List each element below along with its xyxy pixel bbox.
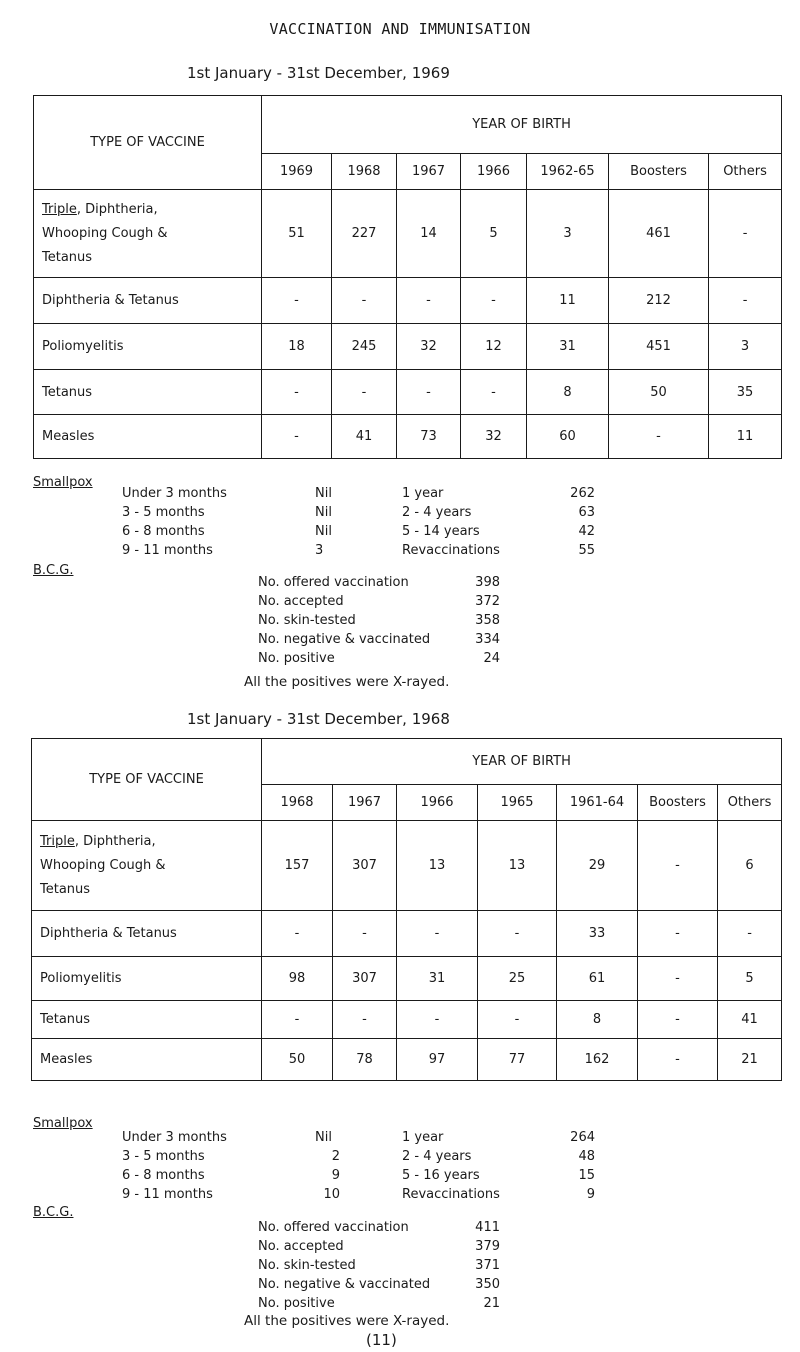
table-cell: 307 (333, 821, 397, 911)
row-label-line: Whooping Cough & (42, 225, 168, 241)
table-cell: - (718, 911, 782, 957)
bcg-item-value: 371 (475, 1258, 500, 1273)
table-cell: - (333, 1001, 397, 1039)
table-cell: - (262, 415, 332, 459)
table-cell: - (332, 278, 397, 324)
table-cell: 245 (332, 324, 397, 370)
column-header: Boosters (638, 785, 718, 821)
table-cell: 3 (527, 190, 609, 278)
row-label (32, 821, 262, 911)
row-label: Poliomyelitis (34, 324, 262, 370)
row-label: Tetanus (32, 1001, 262, 1039)
row-label-line: , Diphtheria, (74, 833, 156, 849)
table-cell: 162 (557, 1039, 638, 1081)
smallpox-age-value: 48 (578, 1149, 595, 1164)
table-cell: 50 (262, 1039, 333, 1081)
table-cell: 33 (557, 911, 638, 957)
table-cell: - (262, 278, 332, 324)
bcg-item-label: No. positive (258, 1296, 335, 1311)
bcg-item-label: No. skin-tested (258, 613, 356, 628)
row-label: Poliomyelitis (32, 957, 262, 1001)
smallpox-age-value: Nil (315, 1130, 332, 1145)
period-heading-1968: 1st January - 31st December, 1968 (187, 710, 450, 728)
smallpox-age-value: 9 (586, 1187, 595, 1202)
smallpox-age-value: Nil (315, 505, 332, 520)
smallpox-age-label: Under 3 months (122, 486, 227, 501)
smallpox-age-label: Revaccinations (402, 1187, 500, 1202)
smallpox-age-value: Nil (315, 486, 332, 501)
bcg-item-label: No. positive (258, 651, 335, 666)
smallpox-age-label: 2 - 4 years (402, 505, 472, 520)
smallpox-age-label: 9 - 11 months (122, 1187, 213, 1202)
table-cell: 61 (557, 957, 638, 1001)
triple-label: Triple (40, 833, 75, 849)
table-cell: - (638, 1039, 718, 1081)
column-header: 1962-65 (527, 154, 609, 190)
table-cell: - (638, 911, 718, 957)
row-label: Diphtheria & Tetanus (32, 911, 262, 957)
table-row (32, 1039, 782, 1081)
table-cell: 77 (478, 1039, 557, 1081)
column-header: Others (709, 154, 782, 190)
x-ray-note: All the positives were X-rayed. (244, 1313, 450, 1329)
table-cell: 13 (478, 821, 557, 911)
table-cell: - (478, 911, 557, 957)
column-header: 1967 (397, 154, 461, 190)
table-cell: 8 (527, 370, 609, 415)
table-cell: 461 (609, 190, 709, 278)
smallpox-age-label: Revaccinations (402, 543, 500, 558)
smallpox-age-value: 264 (570, 1130, 595, 1145)
bcg-item-value: 350 (475, 1277, 500, 1292)
column-header: 1966 (461, 154, 527, 190)
smallpox-age-label: 1 year (402, 1130, 444, 1145)
period-heading-1969: 1st January - 31st December, 1969 (187, 64, 450, 82)
table-cell: 5 (461, 190, 527, 278)
table-cell: - (638, 957, 718, 1001)
smallpox-age-label: 5 - 16 years (402, 1168, 480, 1183)
table-cell: 451 (609, 324, 709, 370)
row-label (34, 190, 262, 278)
smallpox-age-label: 6 - 8 months (122, 524, 205, 539)
table-row (34, 278, 782, 324)
bcg-item-label: No. offered vaccination (258, 1220, 409, 1235)
column-header: 1967 (333, 785, 397, 821)
table-cell: - (609, 415, 709, 459)
smallpox-age-value: 63 (578, 505, 595, 520)
row-label-line: , Diphtheria, (76, 201, 158, 217)
column-header: 1961-64 (557, 785, 638, 821)
table-cell: - (332, 370, 397, 415)
table-cell: 18 (262, 324, 332, 370)
bcg-item-label: No. accepted (258, 594, 344, 609)
vaccine-table-1968 (31, 738, 782, 1081)
table-cell: 35 (709, 370, 782, 415)
row-label-line: Tetanus (40, 881, 91, 897)
smallpox-age-label: 9 - 11 months (122, 543, 213, 558)
table-cell: - (461, 370, 527, 415)
page-number: (11) (366, 1331, 397, 1349)
table-cell: 3 (709, 324, 782, 370)
row-label: Measles (32, 1039, 262, 1081)
year-of-birth-header: YEAR OF BIRTH (262, 96, 782, 154)
table-cell: 21 (718, 1039, 782, 1081)
table-cell: - (709, 278, 782, 324)
table-cell: 307 (333, 957, 397, 1001)
table-row (34, 370, 782, 415)
table-row (32, 1001, 782, 1039)
table-cell: - (333, 911, 397, 957)
table-cell: 11 (527, 278, 609, 324)
smallpox-age-label: Under 3 months (122, 1130, 227, 1145)
table-cell: - (638, 1001, 718, 1039)
bcg-item-value: 398 (475, 575, 500, 590)
smallpox-age-label: 5 - 14 years (402, 524, 480, 539)
smallpox-age-label: 2 - 4 years (402, 1149, 472, 1164)
bcg-item-label: No. accepted (258, 1239, 344, 1254)
table-cell: - (262, 1001, 333, 1039)
bcg-item-label: No. offered vaccination (258, 575, 409, 590)
table-cell: - (638, 821, 718, 911)
table-cell: 31 (397, 957, 478, 1001)
smallpox-label: Smallpox (33, 1116, 93, 1131)
table-cell: 73 (397, 415, 461, 459)
table-row (32, 911, 782, 957)
table-row (34, 324, 782, 370)
smallpox-age-label: 1 year (402, 486, 444, 501)
table-cell: 41 (718, 1001, 782, 1039)
table-cell: - (461, 278, 527, 324)
table-cell: 32 (461, 415, 527, 459)
table-cell: - (397, 278, 461, 324)
bcg-item-value: 334 (475, 632, 500, 647)
year-of-birth-header: YEAR OF BIRTH (262, 739, 782, 785)
row-label-line: Tetanus (42, 249, 93, 265)
column-header: 1965 (478, 785, 557, 821)
smallpox-age-value: 15 (578, 1168, 595, 1183)
smallpox-age-value: 2 (331, 1149, 340, 1164)
smallpox-age-value: 10 (323, 1187, 340, 1202)
column-header: 1968 (332, 154, 397, 190)
vaccine-table-1969 (33, 95, 782, 459)
table-cell: 60 (527, 415, 609, 459)
smallpox-age-value: Nil (315, 524, 332, 539)
table-row (32, 821, 782, 911)
table-cell: - (262, 911, 333, 957)
type-of-vaccine-header: TYPE OF VACCINE (34, 96, 262, 190)
table-cell: 5 (718, 957, 782, 1001)
column-header: 1968 (262, 785, 333, 821)
smallpox-age-value: 55 (578, 543, 595, 558)
x-ray-note: All the positives were X-rayed. (244, 674, 450, 690)
table-cell: 157 (262, 821, 333, 911)
column-header: Others (718, 785, 782, 821)
bcg-item-value: 21 (483, 1296, 500, 1311)
table-cell: - (262, 370, 332, 415)
bcg-item-label: No. negative & vaccinated (258, 1277, 431, 1292)
table-cell: 11 (709, 415, 782, 459)
smallpox-age-label: 6 - 8 months (122, 1168, 205, 1183)
page-title: VACCINATION AND IMMUNISATION (269, 20, 531, 38)
table-cell: 212 (609, 278, 709, 324)
smallpox-label: Smallpox (33, 475, 93, 490)
table-cell: 6 (718, 821, 782, 911)
table-cell: 41 (332, 415, 397, 459)
table-row (34, 190, 782, 278)
table-row (34, 415, 782, 459)
bcg-item-label: No. skin-tested (258, 1258, 356, 1273)
bcg-item-value: 372 (475, 594, 500, 609)
column-header: 1969 (262, 154, 332, 190)
table-cell: 12 (461, 324, 527, 370)
row-label: Diphtheria & Tetanus (34, 278, 262, 324)
table-cell: - (397, 1001, 478, 1039)
smallpox-age-value: 9 (331, 1168, 340, 1183)
smallpox-age-value: 262 (570, 486, 595, 501)
smallpox-age-value: 3 (315, 543, 324, 558)
table-cell: 78 (333, 1039, 397, 1081)
table-cell: - (397, 911, 478, 957)
table-cell: 98 (262, 957, 333, 1001)
bcg-label: B.C.G. (33, 1205, 74, 1220)
triple-label: Triple (42, 201, 77, 217)
bcg-item-value: 411 (475, 1220, 500, 1235)
table-cell: 51 (262, 190, 332, 278)
row-label: Tetanus (34, 370, 262, 415)
bcg-item-value: 358 (475, 613, 500, 628)
table-cell: 50 (609, 370, 709, 415)
type-of-vaccine-header: TYPE OF VACCINE (32, 739, 262, 821)
table-cell: 14 (397, 190, 461, 278)
table-cell: - (478, 1001, 557, 1039)
bcg-item-label: No. negative & vaccinated (258, 632, 431, 647)
smallpox-age-label: 3 - 5 months (122, 505, 205, 520)
row-label-line: Whooping Cough & (40, 857, 166, 873)
bcg-label: B.C.G. (33, 563, 74, 578)
column-header: Boosters (609, 154, 709, 190)
table-cell: - (709, 190, 782, 278)
table-cell: 31 (527, 324, 609, 370)
table-cell: 29 (557, 821, 638, 911)
table-cell: - (397, 370, 461, 415)
table-cell: 13 (397, 821, 478, 911)
smallpox-age-label: 3 - 5 months (122, 1149, 205, 1164)
table-cell: 227 (332, 190, 397, 278)
column-header: 1966 (397, 785, 478, 821)
bcg-item-value: 24 (483, 651, 500, 666)
table-cell: 25 (478, 957, 557, 1001)
table-cell: 8 (557, 1001, 638, 1039)
table-cell: 97 (397, 1039, 478, 1081)
row-label: Measles (34, 415, 262, 459)
table-cell: 32 (397, 324, 461, 370)
bcg-item-value: 379 (475, 1239, 500, 1254)
table-row (32, 957, 782, 1001)
smallpox-age-value: 42 (578, 524, 595, 539)
